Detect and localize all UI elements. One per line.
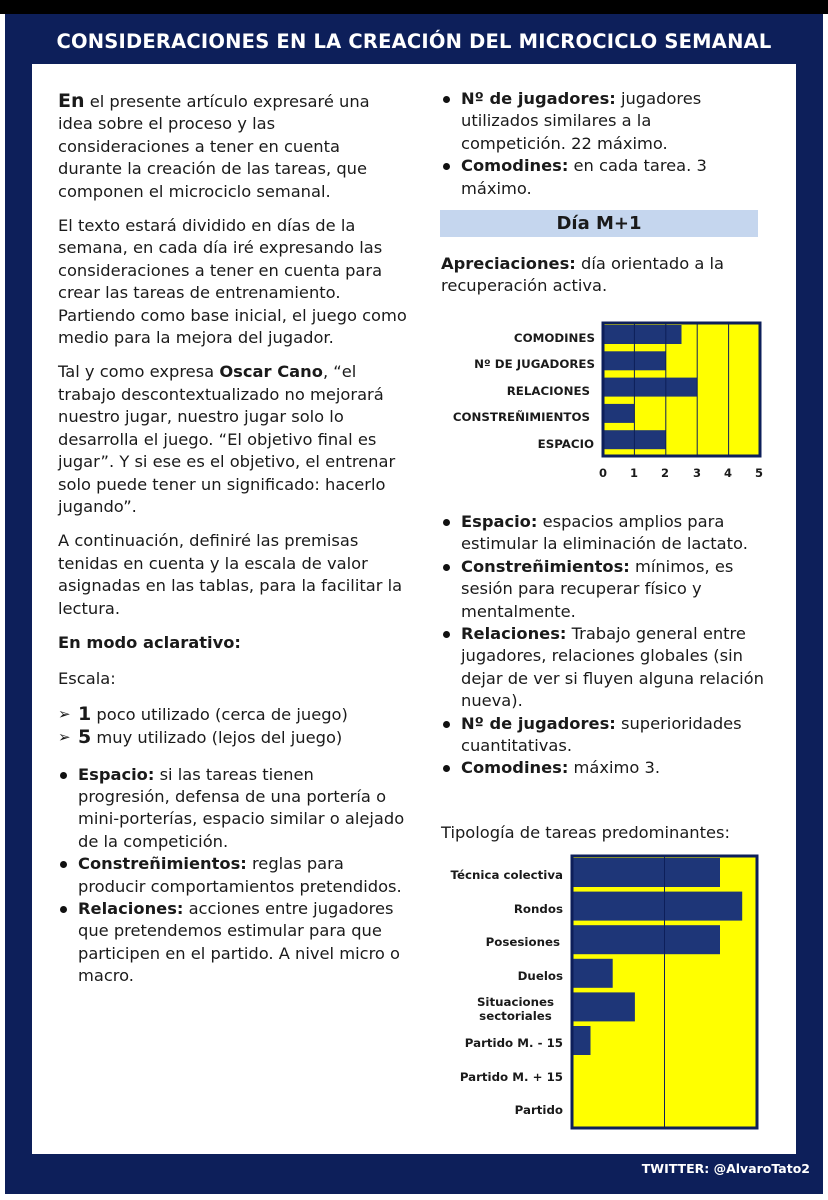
bullet-term: Constreñimientos: xyxy=(78,854,247,874)
bullet-term: Relaciones: xyxy=(461,624,567,644)
bullet-item xyxy=(441,757,771,779)
bullet-text: si las tareas tienen progresión, defensa de una portería o mini-porterías, espacio similar o alejado de la competición. xyxy=(78,764,405,851)
chart-bar xyxy=(572,992,635,1021)
chart-1-tick-label: 2 xyxy=(660,466,669,480)
intro-text: el presente artículo expresaré una idea sobre el proceso y las consideraciones a tener en cuenta durante la creación de las tareas, que componen el microciclo semanal. xyxy=(58,92,370,201)
chart-bar xyxy=(603,378,697,397)
scale-label: Escala: xyxy=(58,669,116,689)
scale-text: poco utilizado (cerca de juego) xyxy=(91,704,348,724)
chart-bar xyxy=(572,925,720,954)
author-name: Oscar Cano xyxy=(219,362,323,382)
chart-2-category-label: Posesiones xyxy=(485,935,560,949)
tipologia-heading: Tipología de tareas predominantes: xyxy=(441,823,730,842)
bullet-term: Espacio: xyxy=(78,764,155,784)
scale-text: muy utilizado (lejos del juego) xyxy=(91,728,343,748)
bullet-term: Espacio: xyxy=(461,512,538,531)
chart-1-tick-label: 5 xyxy=(754,466,763,480)
chart-bar xyxy=(572,858,720,887)
bullet-term: Relaciones: xyxy=(78,899,184,918)
paragraph-4: A continuación, definiré las premisas tenidas en cuenta y la escala de valor asignadas en las tablas, para la facilitar la lectura. xyxy=(58,531,403,618)
bullet-text: Trabajo general entre jugadores, relaciones globales (sin dejar de ver si fluyen alguna relación nueva). xyxy=(461,624,764,711)
bullet-text: mínimos, es sesión para recuperar físico y mentalmente. xyxy=(461,556,734,621)
bullet-term: Constreñimientos: xyxy=(461,556,630,576)
apreciaciones-text: día orientado a la recuperación activa. xyxy=(441,254,724,296)
chart-2-category-label: Rondos xyxy=(513,902,563,916)
arrow-icon: ➢ xyxy=(58,704,71,723)
chart-2-category-label: Partido M. - 15 xyxy=(464,1036,563,1050)
scale-value: 1 xyxy=(78,702,92,725)
bullet-text: máximo 3. xyxy=(568,758,661,778)
paragraph-3-start: Tal y como expresa xyxy=(58,362,220,382)
bullet-text: espacios amplios para estimular la eliminación de lactato. xyxy=(461,512,748,554)
bullet-item xyxy=(441,713,771,758)
footer-twitter: TWITTER: @AlvaroTato2 xyxy=(641,1161,810,1176)
intro-dropword: En xyxy=(58,90,85,112)
bullet-term: Comodines: xyxy=(461,156,569,176)
chart-1-category-label: COMODINES xyxy=(513,331,595,345)
bullet-text: en cada tarea. 3 máximo. xyxy=(461,156,707,198)
bullet-item xyxy=(441,511,771,556)
chart-2-category-label: Técnica colectiva xyxy=(450,868,563,882)
chart-1-category-label: RELACIONES xyxy=(506,384,590,398)
bullet-text: reglas para producir comportamientos pretendidos. xyxy=(78,854,402,896)
chart-bar xyxy=(603,325,682,344)
arrow-icon: ➢ xyxy=(58,728,71,747)
page-title: CONSIDERACIONES EN LA CREACIÓN DEL MICROCICLO SEMANAL xyxy=(56,30,772,53)
clarify-heading: En modo aclarativo: xyxy=(58,632,241,652)
bullet-item xyxy=(441,556,771,623)
chart-1-tick-label: 1 xyxy=(629,466,638,480)
chart-2-category-label: Partido xyxy=(514,1103,563,1117)
chart-bar xyxy=(572,892,742,921)
bullet-term: Nº de jugadores: xyxy=(461,89,616,108)
scale-value: 5 xyxy=(78,726,92,749)
chart-bar xyxy=(603,404,634,423)
bullet-item xyxy=(441,623,771,713)
bullet-text: superioridades cuantitativas. xyxy=(461,713,742,756)
chart-1-category-label: CONSTREÑIMIENTOS xyxy=(452,410,590,424)
chart-1-tick-label: 4 xyxy=(723,466,732,480)
bullet-term: Comodines: xyxy=(461,758,569,778)
bullet-text: jugadores utilizados similares a la competición. 22 máximo. xyxy=(461,89,702,153)
chart-bar xyxy=(572,959,613,988)
chart-1-tick-label: 3 xyxy=(692,466,701,480)
chart-2-category-label: Duelos xyxy=(517,969,563,983)
chart-1-category-label: Nº DE JUGADORES xyxy=(474,357,595,371)
right-bullets xyxy=(441,511,771,780)
chart-1-category-label: ESPACIO xyxy=(537,437,594,451)
bullet-term: Nº de jugadores: xyxy=(461,713,616,733)
chart-2-category-label: Situaciones sectoriales xyxy=(476,995,555,1023)
paragraph-2: El texto estará dividido en días de la semana, en cada día iré expresando las consideraciones a tener en cuenta para crear las tareas de entrenamiento. Partiendo como base inicial, el juego como medio para la mejora del jugador. xyxy=(58,216,407,348)
day-heading: Día M+1 xyxy=(440,210,758,237)
chart-1-tick-label: 0 xyxy=(598,466,607,480)
chart-bar xyxy=(572,1026,591,1055)
apreciaciones-label: Apreciaciones: xyxy=(441,254,576,273)
paragraph-3-quote: , “el trabajo descontextualizado no mejorará nuestro jugar, nuestro jugar solo lo desarrolla el juego. “El objetivo final es jugar”. Y si ese es el objetivo, el entrenar solo puede tener un significado: hacerlo jugando”. xyxy=(58,362,396,516)
bullet-text: acciones entre jugadores que pretendemos estimular para que participen en el partido. A nivel micro o macro. xyxy=(78,899,401,986)
chart-2-category-label: Partido M. + 15 xyxy=(459,1070,563,1084)
